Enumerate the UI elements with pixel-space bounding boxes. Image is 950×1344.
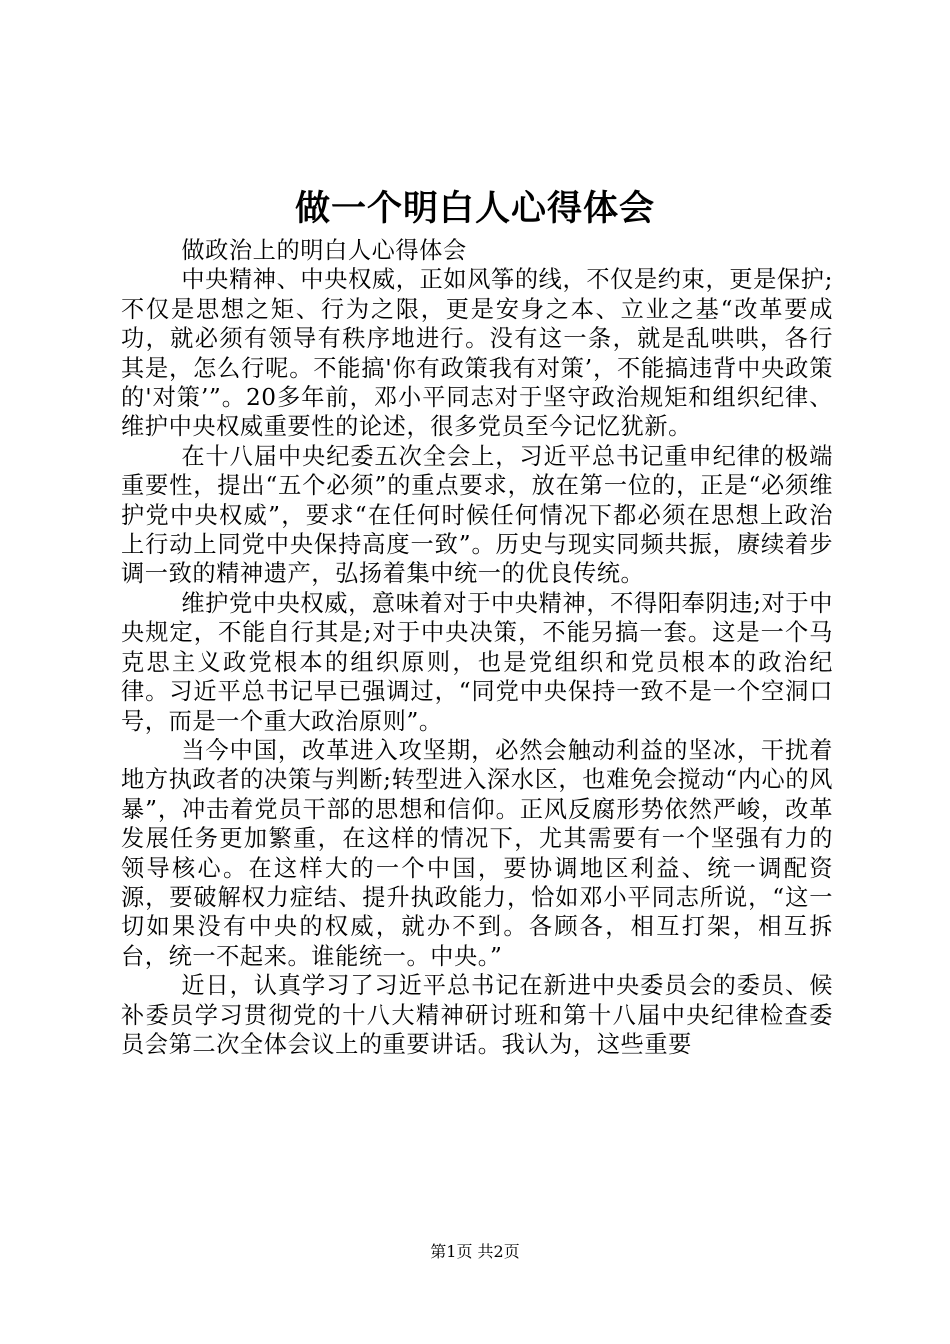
page-number-footer: 第1页 共2页 [430,1242,520,1261]
page-title: 做一个明白人心得体会 [294,189,655,229]
document-subtitle: 做政治上的明白人心得体会 [181,237,467,264]
paragraph: 在十八届中央纪委五次全会上，习近平总书记重申纪律的极端重要性，提出“五个必须”的重点要求，放在第一位的，正是“必须维护党中央权威”，要求“在任何时候任何情况下都必须在思想上政治上行动上同党中央保持高度一致”。历史与现实同频共振，赓续着步调一致的精神遗产，弘扬着集中统一的优良传统。 [121,442,833,588]
document-body [121,236,833,1059]
paragraph: 当今中国，改革进入攻坚期，必然会触动利益的坚冰，干扰着地方执政者的决策与判断;转型进入深水区，也难免会搅动“内心的风暴”，冲击着党员干部的思想和信仰。正风反腐形势依然严峻，改革发展任务更加繁重，在这样的情况下，尤其需要有一个坚强有力的领导核心。在这样大的一个中国，要协调地区利益、统一调配资源，要破解权力症结、提升执政能力，恰如邓小平同志所说，“这一切如果没有中央的权威，就办不到。各顾各，相互打架，相互拆台，统一不起来。谁能统一。中央。” [121,736,833,970]
paragraph: 中央精神、中央权威，正如风筝的线，不仅是约束，更是保护;不仅是思想之矩、行为之限，更是安身之本、立业之基“改革要成功，就必须有领导有秩序地进行。没有这一条，就是乱哄哄，各行其是，怎么行呢。不能搞'你有政策我有对策’，不能搞违背中央政策的'对策’”。20多年前，邓小平同志对于坚守政治规矩和组织纪律、维护中央权威重要性的论述，很多党员至今记忆犹新。 [121,266,833,441]
paragraph: 维护党中央权威，意味着对于中央精神，不得阳奉阴违;对于中央规定，不能自行其是;对于中央决策，不能另搞一套。这是一个马克思主义政党根本的组织原则，也是党组织和党员根本的政治纪律。习近平总书记早已强调过，“同党中央保持一致不是一个空洞口号，而是一个重大政治原则”。 [121,589,833,735]
paragraph: 近日，认真学习了习近平总书记在新进中央委员会的委员、候补委员学习贯彻党的十八大精神研讨班和第十八届中央纪律检查委员会第二次全体会议上的重要讲话。我认为，这些重要 [121,972,833,1058]
